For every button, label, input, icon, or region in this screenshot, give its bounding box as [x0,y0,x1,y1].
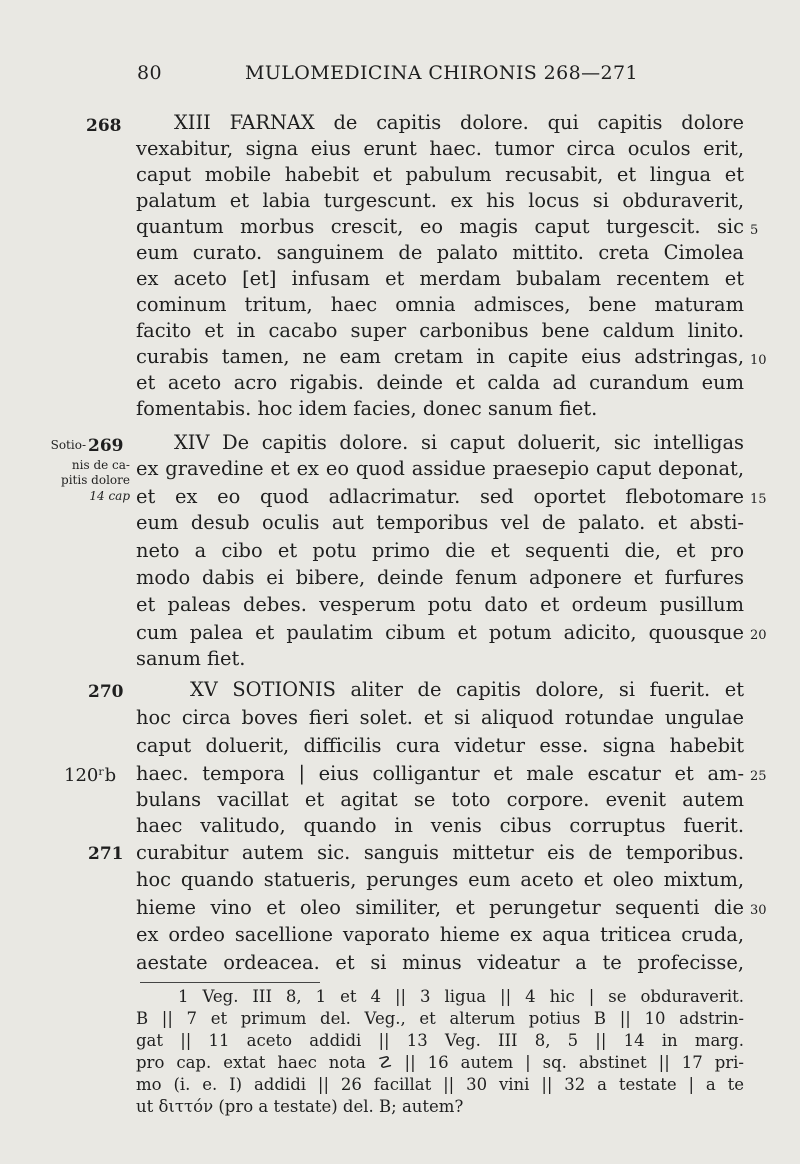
line-number: 15 [750,492,767,507]
footnote-rule [140,982,320,983]
footnote-line: pro cap. extat haec nota ☡ || 16 autem | sq. abstinet || 17 pri- [136,1053,744,1072]
page-number: 80 [137,62,162,84]
text-line: hieme vino et oleo similiter, et perungetur sequenti die [136,896,744,919]
text-line: XIV De capitis dolore. si caput doluerit, sic intelligas [174,431,744,454]
footnote-line: 1 Veg. III 8, 1 et 4 || 3 ligua || 4 hic | se obduraverit. [178,987,744,1006]
footnote-line: mo (i. e. I) addidi || 26 facillat || 30 vini || 32 a testate | a te [136,1075,744,1094]
running-header [0,62,800,88]
folio-marker: 120ʳb [64,765,117,786]
text-line: hoc quando statueris, perunges eum aceto et oleo mixtum, [136,868,744,891]
section-number-271: 271 [88,844,124,864]
section-number-268: 268 [86,116,122,136]
text-line: sanum fiet. [136,647,246,670]
text-line: neto a cibo et potu primo die et sequenti die, et pro [136,539,744,562]
line-number: 10 [750,353,767,368]
text-line: haec. tempora | eius colligantur et male escatur et am- [136,762,744,785]
text-line: haec valitudo, quando in venis cibus corruptus fuerit. [136,814,744,837]
running-title: MULOMEDICINA CHIRONIS 268—271 [245,62,638,84]
text-line: aestate ordeacea. et si minus videatur a te profecisse, [136,951,744,974]
line-number: 30 [750,903,767,918]
text-line: hoc circa boves fieri solet. et si aliquod rotundae ungulae [136,706,744,729]
text-line: et ex eo quod adlacrimatur. sed oportet flebotomare [136,485,744,508]
text-line: et paleas debes. vesperum potu dato et ordeum pusillum [136,593,744,616]
text-line: curabis tamen, ne eam cretam in capite eius adstringas, [136,345,744,368]
line-number: 20 [750,628,767,643]
text-line: fomentabis. hoc idem facies, donec sanum fiet. [136,397,598,420]
text-line: ex gravedine et ex eo quod assidue praesepio caput deponat, [136,457,744,480]
line-number: 25 [750,769,767,784]
footnote-line: gat || 11 aceto addidi || 13 Veg. III 8, 5 || 14 in marg. [136,1031,744,1050]
text-line: XV SOTIONIS aliter de capitis dolore, si fuerit. et [190,678,744,701]
text-line: eum curato. sanguinem de palato mittito. creta Cimolea [136,241,744,264]
footnote-line: ut διττόν (pro a testate) del. B; autem? [136,1097,464,1116]
footnote-line: B || 7 et primum del. Veg., et alterum potius B || 10 adstrin- [136,1009,744,1028]
text-line: palatum et labia turgescunt. ex his locus si obduraverit, [136,189,744,212]
text-line: eum desub oculis aut temporibus vel de palato. et absti- [136,511,744,534]
text-line: cominum tritum, haec omnia admisces, bene maturam [136,293,744,316]
line-number: 5 [750,223,759,238]
text-line: caput doluerit, difficilis cura videtur esse. signa habebit [136,734,744,757]
text-line: quantum morbus crescit, eo magis caput turgescit. sic [136,215,744,238]
text-line: vexabitur, signa eius erunt haec. tumor circa oculos erit, [136,137,744,160]
text-line: facito et in cacabo super carbonibus bene caldum linito. [136,319,744,342]
side-note-line: nis de ca- [71,458,130,472]
side-note-line: pitis dolore [61,473,130,487]
side-note-line: 14 cap [89,489,130,503]
text-line: curabitur autem sic. sanguis mittetur eis de temporibus. [136,841,744,864]
text-line: caput mobile habebit et pabulum recusabit, et lingua et [136,163,744,186]
text-line: ex aceto [et] infusam et merdam bubalam recentem et [136,267,744,290]
text-line: et aceto acro rigabis. deinde et calda ad curandum eum [136,371,744,394]
text-line: cum palea et paulatim cibum et potum adicito, quousque [136,621,744,644]
text-line: bulans vacillat et agitat se toto corpore. evenit autem [136,788,744,811]
text-line: modo dabis ei bibere, deinde fenum adponere et furfures [136,566,744,589]
section-number-269: 269 [88,436,124,456]
text-line: ex ordeo sacellione vaporato hieme ex aqua triticea cruda, [136,923,744,946]
side-note-sotio: Sotio- [50,438,86,452]
text-line: XIII FARNAX de capitis dolore. qui capitis dolore [174,111,744,134]
section-number-270: 270 [88,682,124,702]
